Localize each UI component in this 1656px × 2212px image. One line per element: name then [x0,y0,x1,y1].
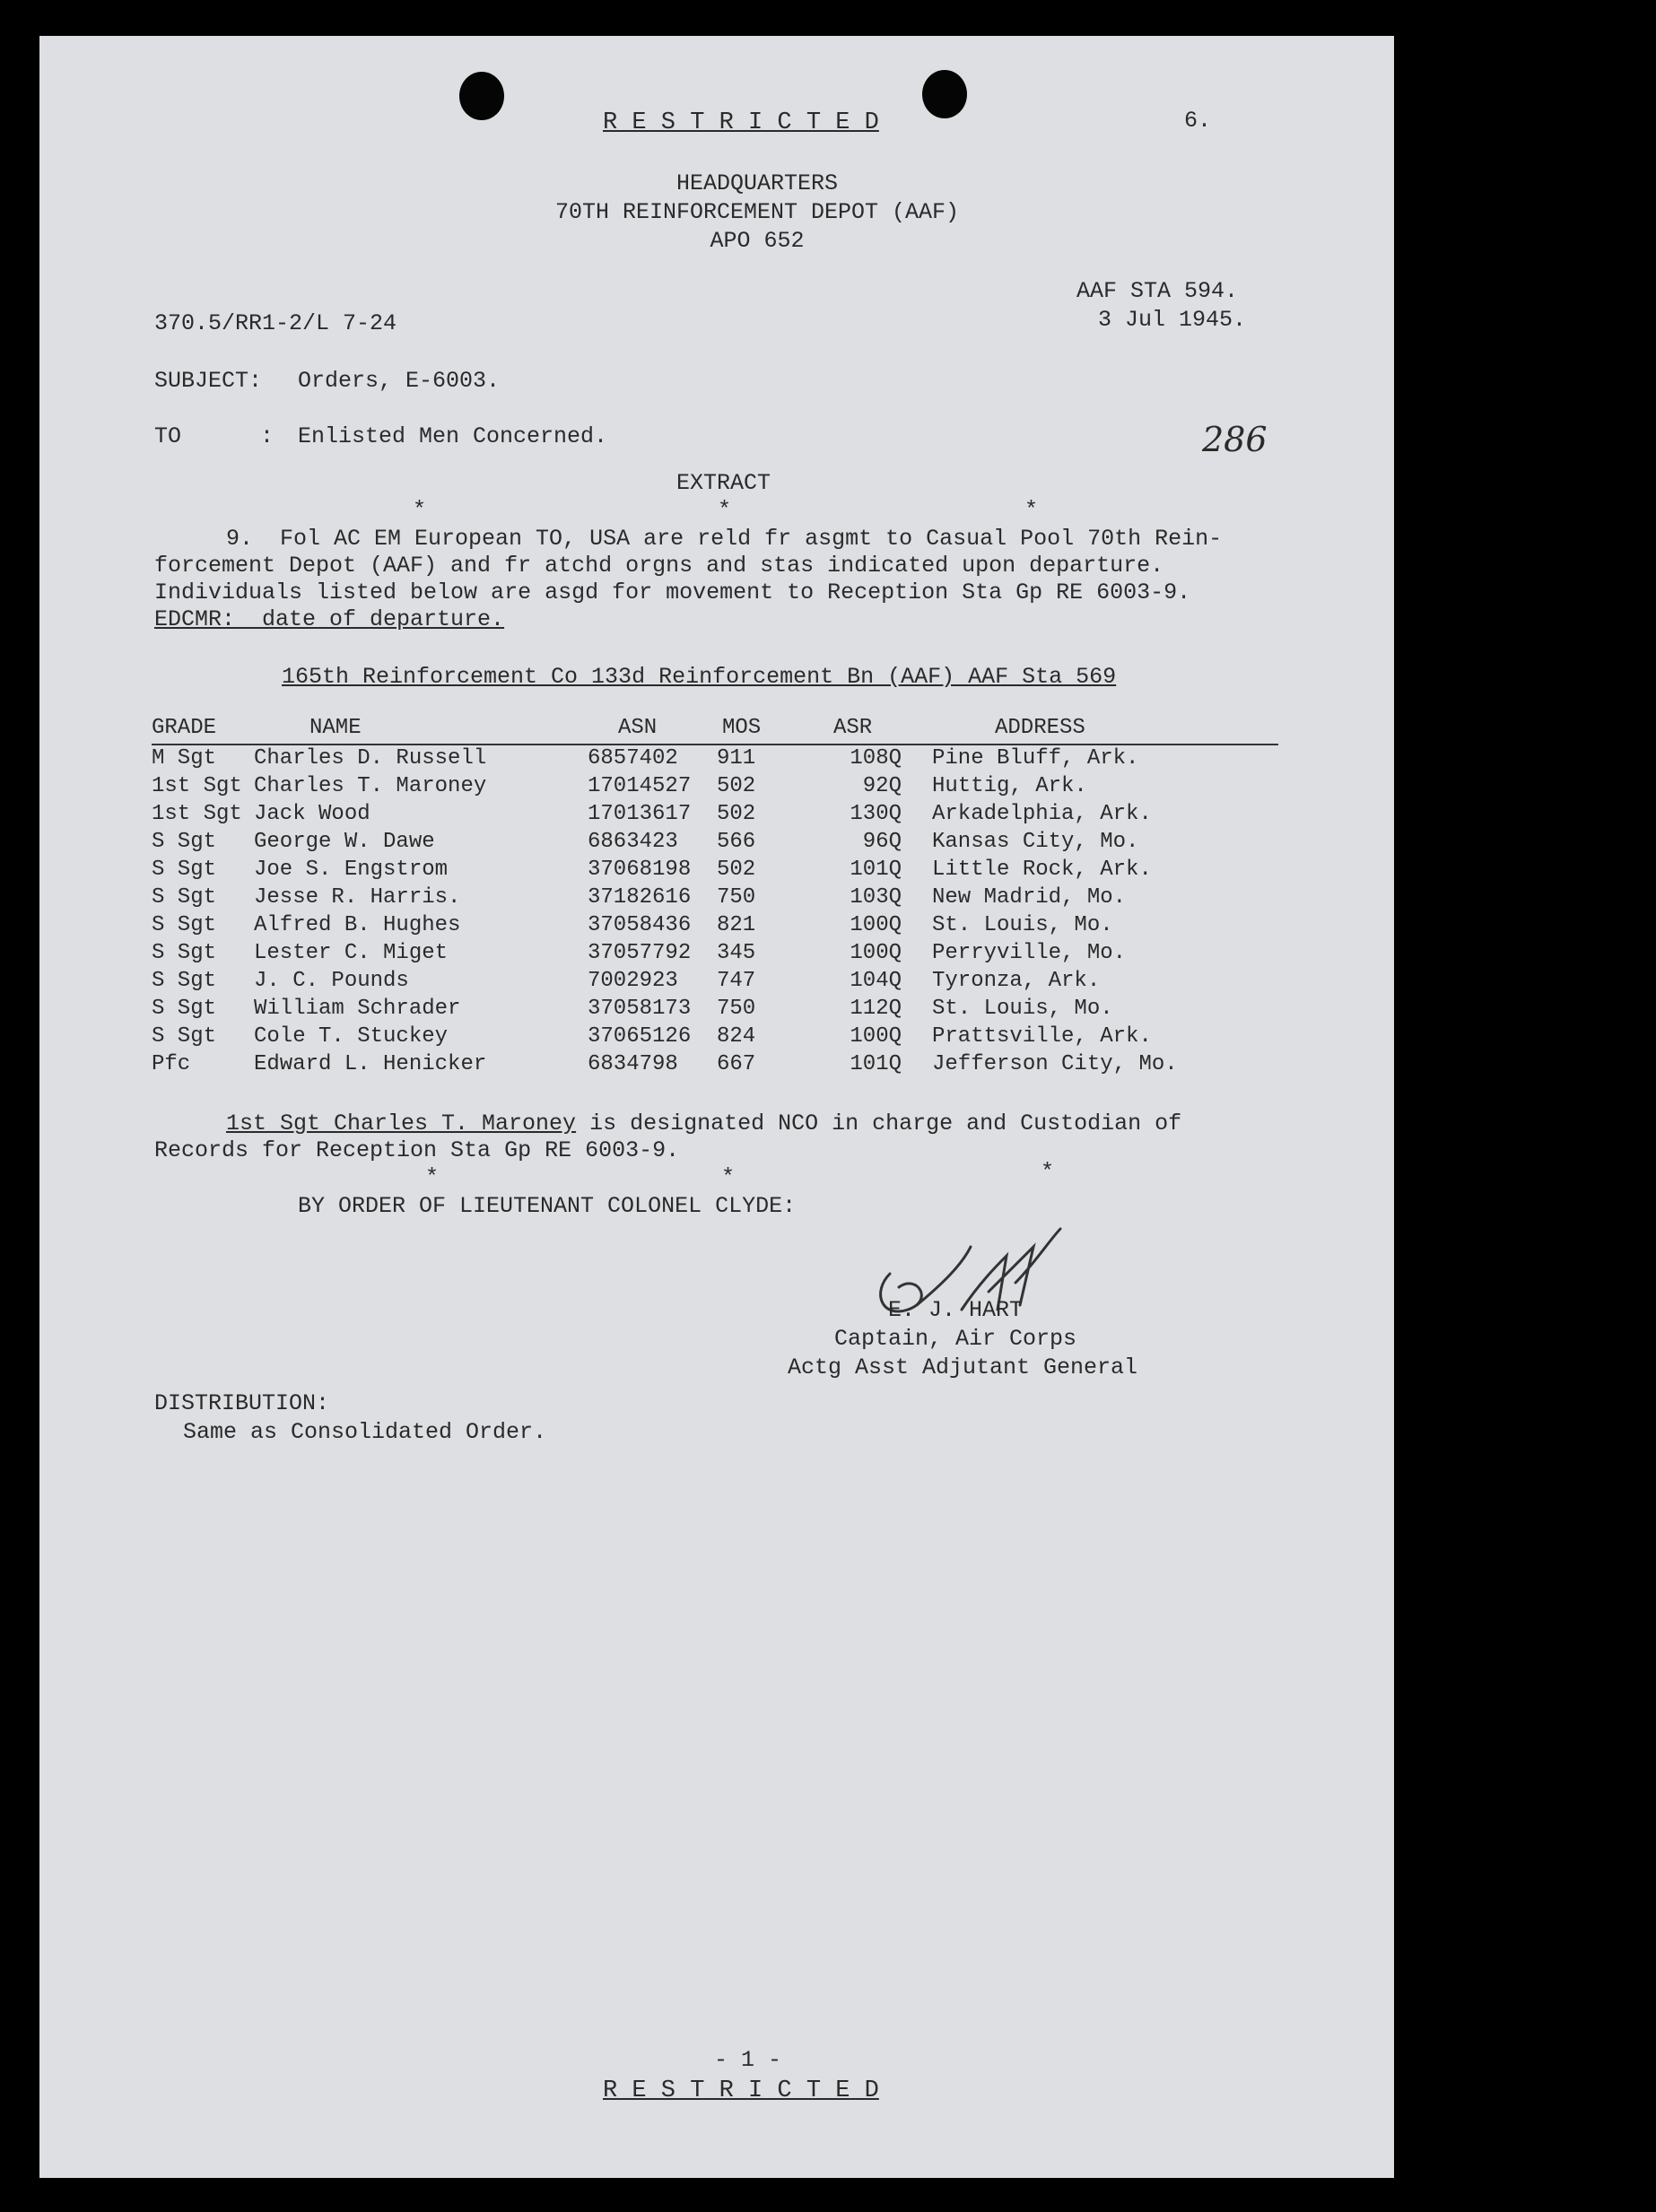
cell-address: St. Louis, Mo. [932,913,1113,937]
hq-line1: HEADQUARTERS [675,170,839,196]
cell-mos: 502 [717,774,756,798]
cell-grade: S Sgt [152,858,217,882]
cell-name: Charles D. Russell [254,746,487,771]
ellipsis-star-5: * [721,1164,736,1190]
cell-address: New Madrid, Mo. [932,885,1127,910]
cell-grade: S Sgt [152,969,217,993]
cell-asn: 37068198 [588,858,692,882]
cell-grade: 1st Sgt [152,802,242,826]
cell-asn: 17013617 [588,802,692,826]
cell-asn: 6857402 [588,746,678,771]
cell-mos: 824 [717,1024,756,1049]
cell-name: Cole T. Stuckey [254,1024,449,1049]
cell-asr: 96Q [862,830,902,854]
classification-top: R E S T R I C T E D [603,109,879,136]
cell-name: Lester C. Miget [254,941,449,965]
cell-grade: S Sgt [152,1024,217,1049]
cell-address: Little Rock, Ark. [932,858,1152,882]
cell-grade: S Sgt [152,941,217,965]
cell-asn: 37058173 [588,997,692,1021]
cell-name: Jack Wood [254,802,370,826]
header-asr: ASR [833,716,873,740]
ellipsis-star-2: * [718,497,732,523]
cell-address: Kansas City, Mo. [932,830,1139,854]
cell-name: Jesse R. Harris. [254,885,461,910]
cell-mos: 502 [717,858,756,882]
header-mos: MOS [722,716,762,740]
cell-grade: S Sgt [152,913,217,937]
hq-line3: APO 652 [710,228,805,254]
cell-name: George W. Dawe [254,830,435,854]
cell-asr: 92Q [862,774,902,798]
cell-address: Prattsville, Ark. [932,1024,1152,1049]
paragraph-line-2: forcement Depot (AAF) and fr atchd orgns and stas indicated upon departure. [154,553,1164,579]
cell-grade: 1st Sgt [152,774,242,798]
cell-asr: 100Q [850,1024,902,1049]
to-separator: : [260,423,275,449]
header-grade: GRADE [152,716,217,740]
cell-mos: 750 [717,885,756,910]
page-number: 6. [1184,108,1212,134]
distribution-label: DISTRIBUTION: [154,1390,330,1416]
paragraph-line-3: Individuals listed below are asgd for movement to Reception Sta Gp RE 6003-9. [154,579,1191,605]
cell-asn: 6863423 [588,830,678,854]
nco-designation-text: is designated NCO in charge and Custodian of [576,1110,1182,1136]
cell-asn: 7002923 [588,969,678,993]
cell-name: Edward L. Henicker [254,1052,487,1076]
header-asn: ASN [618,716,658,740]
cell-name: J. C. Pounds [254,969,409,993]
cell-address: St. Louis, Mo. [932,997,1113,1021]
header-address: ADDRESS [995,716,1085,740]
header-rule [152,744,1278,745]
signer-name: E. J. HART [888,1297,1024,1323]
subject-label: SUBJECT: [154,368,263,394]
hq-line2: 70TH REINFORCEMENT DEPOT (AAF) [554,199,960,225]
cell-mos: 345 [717,941,756,965]
cell-mos: 911 [717,746,756,771]
cell-grade: Pfc [152,1052,191,1076]
cell-asr: 100Q [850,913,902,937]
cell-name: William Schrader [254,997,461,1021]
cell-asn: 6834798 [588,1052,678,1076]
cell-asr: 101Q [850,1052,902,1076]
paragraph-line-1: 9. Fol AC EM European TO, USA are reld fr asgmt to Casual Pool 70th Rein- [226,526,1223,552]
edcmr-line: EDCMR: date of departure. [154,606,505,632]
cell-mos: 502 [717,802,756,826]
cell-address: Tyronza, Ark. [932,969,1101,993]
punch-hole-left [459,72,504,120]
cell-asn: 37182616 [588,885,692,910]
ellipsis-star-4: * [425,1164,440,1190]
signer-title-2: Actg Asst Adjutant General [788,1354,1138,1380]
nco-designation-line-2: Records for Reception Sta Gp RE 6003-9. [154,1137,680,1163]
by-order-line: BY ORDER OF LIEUTENANT COLONEL CLYDE: [298,1193,797,1219]
cell-asr: 108Q [850,746,902,771]
classification-bottom: R E S T R I C T E D [603,2077,879,2104]
cell-grade: S Sgt [152,830,217,854]
cell-asr: 103Q [850,885,902,910]
nco-name: 1st Sgt Charles T. Maroney [226,1110,577,1136]
document-page [39,36,1394,2178]
cell-grade: S Sgt [152,885,217,910]
cell-asn: 17014527 [588,774,692,798]
cell-address: Perryville, Mo. [932,941,1127,965]
cell-asn: 37057792 [588,941,692,965]
cell-name: Joe S. Engstrom [254,858,449,882]
handwritten-number: 286 [1202,420,1268,459]
page-footer-number: - 1 - [714,2047,782,2073]
cell-asr: 104Q [850,969,902,993]
cell-asr: 112Q [850,997,902,1021]
order-date: 3 Jul 1945. [1098,307,1247,333]
to-text: Enlisted Men Concerned. [298,423,608,449]
ellipsis-star-6: * [1041,1159,1055,1185]
subject-text: Orders, E-6003. [298,368,501,394]
cell-name: Alfred B. Hughes [254,913,461,937]
cell-address: Huttig, Ark. [932,774,1087,798]
cell-mos: 566 [717,830,756,854]
punch-hole-right [922,70,967,118]
cell-asn: 37065126 [588,1024,692,1049]
to-label: TO [154,423,182,449]
distribution-text: Same as Consolidated Order. [183,1419,547,1445]
cell-grade: M Sgt [152,746,217,771]
cell-mos: 747 [717,969,756,993]
signer-title-1: Captain, Air Corps [834,1326,1077,1352]
file-reference: 370.5/RR1-2/L 7-24 [154,310,397,336]
cell-address: Jefferson City, Mo. [932,1052,1178,1076]
ellipsis-star-3: * [1024,497,1039,523]
station: AAF STA 594. [1076,278,1239,304]
cell-mos: 667 [717,1052,756,1076]
cell-asn: 37058436 [588,913,692,937]
cell-mos: 821 [717,913,756,937]
cell-mos: 750 [717,997,756,1021]
cell-asr: 101Q [850,858,902,882]
cell-grade: S Sgt [152,997,217,1021]
nco-designation-line-1 [226,1110,1181,1136]
header-name: NAME [309,716,362,740]
cell-name: Charles T. Maroney [254,774,487,798]
cell-address: Pine Bluff, Ark. [932,746,1139,771]
extract-label: EXTRACT [676,470,771,496]
unit-heading: 165th Reinforcement Co 133d Reinforcement Bn (AAF) AAF Sta 569 [282,664,1117,690]
cell-address: Arkadelphia, Ark. [932,802,1152,826]
cell-asr: 100Q [850,941,902,965]
cell-asr: 130Q [850,802,902,826]
ellipsis-star-1: * [413,497,427,523]
